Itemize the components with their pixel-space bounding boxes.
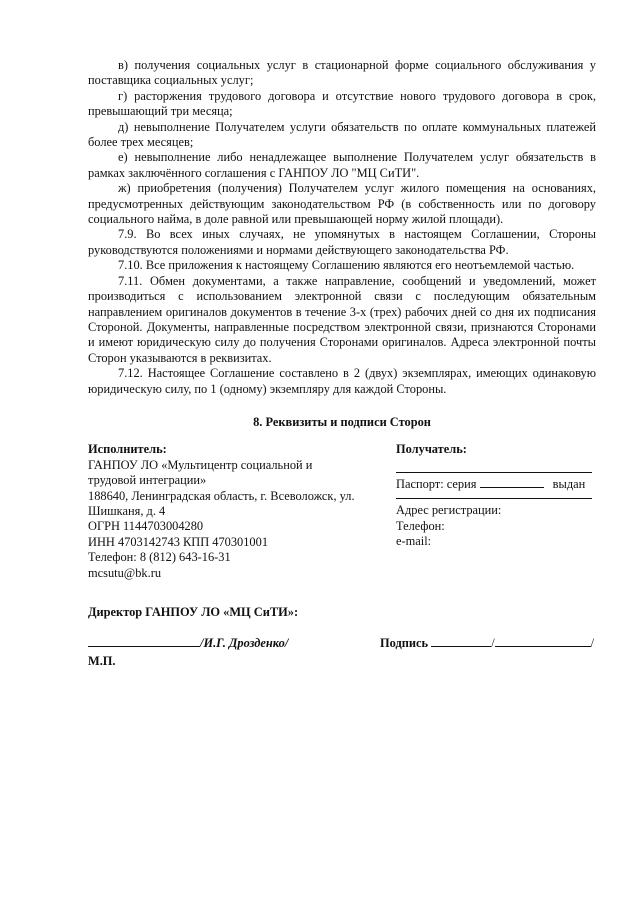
clause-d: д) невыполнение Получателем услуги обязательств по оплате коммунальных платежей более трех месяцев; — [88, 119, 596, 150]
executor-signature-name: /И.Г. Дрозденко/ — [200, 636, 289, 651]
clause-7-12: 7.12. Настоящее Соглашение составлено в 2 (двух) экземплярах, имеющих одинаковую юридическую силу, по 1 (одному) экземпляру для каждой Стороны. — [88, 366, 596, 396]
clause-e: е) невыполнение либо ненадлежащее выполнение Получателем услуг обязательств в рамках заключённого соглашения с ГАНПОУ ЛО "МЦ СиТИ". — [88, 150, 596, 180]
clause-zh: ж) приобретения (получения) Получателем услуг жилого помещения на основаниях, предусмотренных действующим законодательством РФ (в собственность или по договору социального найма, в доле равной или превышающей норму жилой площади). — [88, 181, 596, 227]
passport-series-line — [480, 475, 544, 488]
executor-ogrn: ОГРН 1144703004280 — [88, 519, 204, 534]
recipient-name-line-2 — [495, 634, 591, 647]
clause-7-11: 7.11. Обмен документами, а также направление, сообщений и уведомлений, может производиться с использованием электронной связи с последующим обязательным направлением оригиналов документов в течение 3-х (трех) рабочих дней со дня их подписания Стороной. Документы, направленные посредством электронной связи, признаются Сторонами и имеют юридическую силу до получения Сторонами оригиналов. Адреса электронной почты Сторон указываются в реквизитах. — [88, 273, 596, 365]
section-heading: 8. Реквизиты и подписи Сторон — [253, 414, 431, 429]
address-label: Адрес регистрации: — [396, 503, 502, 518]
issued-label: выдан — [552, 476, 586, 491]
recipient-signature-slash: / — [491, 636, 495, 651]
director-title: Директор ГАНПОУ ЛО «МЦ СиТИ»: — [88, 605, 299, 619]
recipient-passport-row — [396, 475, 596, 492]
executor-signature-line — [88, 634, 200, 647]
phone-label: Телефон: — [396, 518, 445, 533]
clause-7-9: 7.9. Во всех иных случаях, не упомянутых в настоящем Соглашении, Стороны руководствуются положениями и нормами действующего законодательства РФ. — [88, 227, 596, 257]
executor-email: mcsutu@bk.ru — [88, 565, 162, 580]
recipient-title: Получатель: — [396, 442, 467, 457]
executor-inn: ИНН 4703142743 КПП 470301001 — [88, 534, 269, 549]
executor-phone: Телефон: 8 (812) 643-16-31 — [88, 550, 231, 565]
executor-block — [88, 442, 358, 581]
stamp-label: М.П. — [88, 653, 116, 668]
recipient-issued-line — [396, 492, 592, 499]
recipient-name-line — [396, 458, 592, 473]
clause-g: г) расторжения трудового договора и отсутствие нового трудового договора в срок, превышающий три месяца; — [88, 88, 596, 119]
recipient-signature-label: Подпись — [380, 636, 429, 651]
recipient-signature-line — [431, 634, 491, 647]
recipient-block — [396, 442, 596, 581]
email-label: e-mail: — [396, 533, 432, 548]
executor-title: Исполнитель: — [88, 442, 167, 457]
document-page — [88, 58, 596, 669]
recipient-signature-slash-2: / — [590, 636, 595, 651]
clause-v: в) получения социальных услуг в стационарной форме социального обслуживания у поставщика социальных услуг; — [88, 58, 596, 88]
passport-label: Паспорт: серия — [396, 476, 477, 491]
requisites-block — [88, 442, 596, 581]
executor-address: 188640, Ленинградская область, г. Всеволожск, ул. Шишканя, д. 4 — [88, 488, 355, 518]
clause-7-10: 7.10. Все приложения к настоящему Соглашению являются его неотъемлемой частью. — [118, 258, 575, 273]
signature-row — [88, 634, 596, 651]
executor-signature — [88, 634, 288, 651]
executor-org: ГАНПОУ ЛО «Мультицентр социальной и трудовой интеграции» — [88, 457, 313, 488]
recipient-signature — [380, 634, 596, 651]
